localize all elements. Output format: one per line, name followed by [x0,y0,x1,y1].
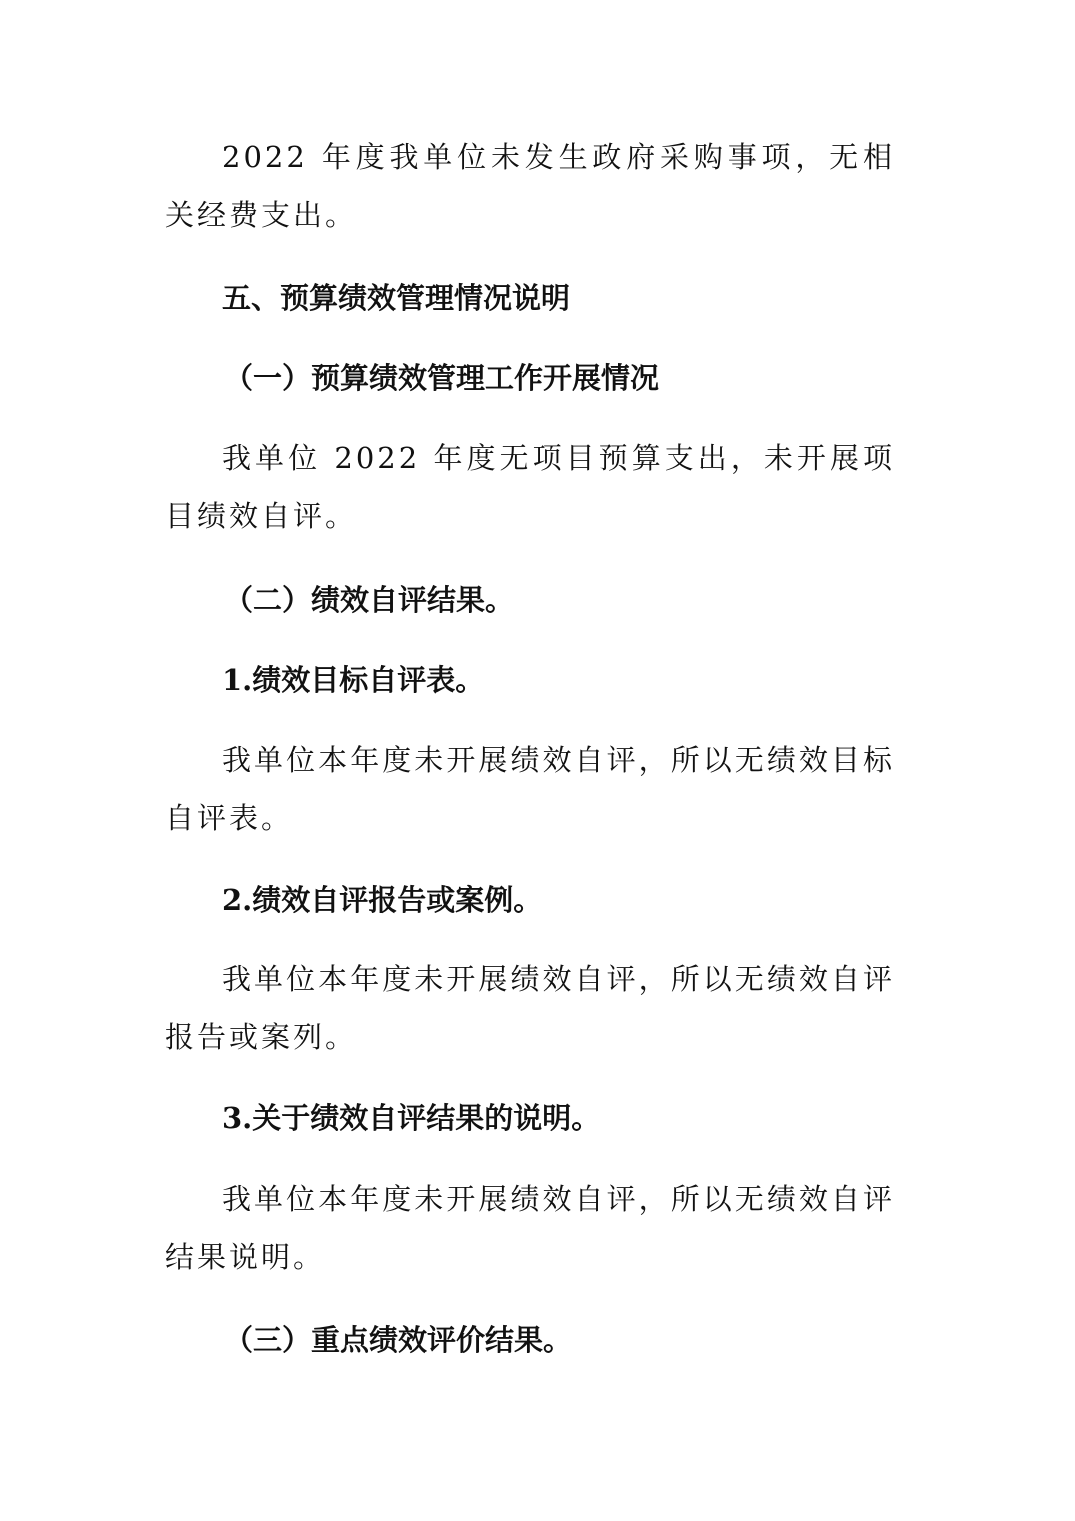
paragraph-no-report: 我单位本年度未开展绩效自评，所以无绩效自评报告或案列。 [165,962,895,1054]
heading-item-three: 3.关于绩效自评结果的说明。 [222,1101,601,1135]
heading-sub-three: （三）重点绩效评价结果。 [224,1323,573,1357]
heading-sub-one: （一）预算绩效管理工作开展情况 [224,361,660,395]
heading-sub-two: （二）绩效自评结果。 [224,583,515,617]
paragraph-no-target-table: 我单位本年度未开展绩效自评，所以无绩效目标自评表。 [165,743,895,835]
heading-item-one: 1.绩效目标自评表。 [222,663,485,697]
heading-section-five: 五、预算绩效管理情况说明 [222,281,571,315]
paragraph-no-project-budget: 我单位 2022 年度无项目预算支出，未开展项目绩效自评。 [165,441,895,533]
heading-item-two: 2.绩效自评报告或案例。 [222,883,543,917]
paragraph-no-result-note: 我单位本年度未开展绩效自评，所以无绩效自评结果说明。 [165,1182,895,1274]
paragraph-procurement: 2022 年度我单位未发生政府采购事项，无相关经费支出。 [165,140,895,232]
